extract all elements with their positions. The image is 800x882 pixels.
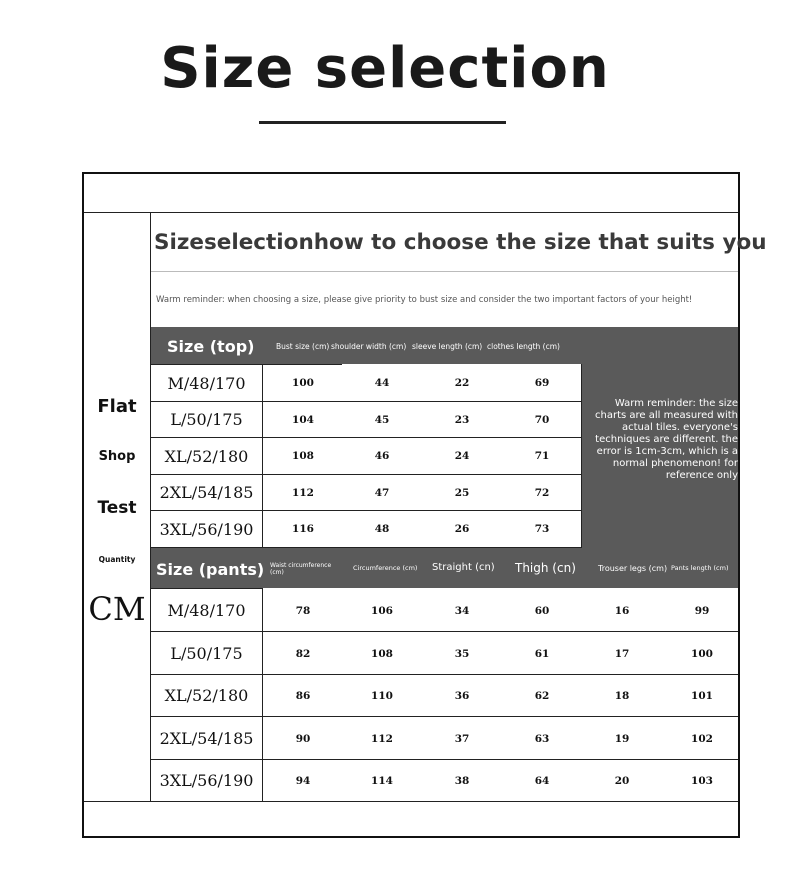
- title-underline: [259, 121, 506, 124]
- table-row-size: L/50/175: [170, 410, 243, 429]
- table-cell: 62: [534, 690, 550, 702]
- pants-column-header: Thigh (cn): [515, 561, 576, 575]
- pants-column-header: Straight (cn): [432, 562, 495, 573]
- table-cell: 45: [374, 414, 390, 426]
- table-cell: 70: [534, 414, 550, 426]
- table-row-size: M/48/170: [167, 601, 246, 620]
- reminder-text: Warm reminder: when choosing a size, please give priority to bust size and consider the two important factors of your height!: [156, 295, 693, 305]
- table-cell: 46: [374, 450, 390, 462]
- table-cell: 82: [295, 648, 311, 660]
- table-cell: 16: [614, 605, 630, 617]
- chart-heading: Sizeselectionhow to choose the size that suits you: [154, 230, 767, 255]
- side-label-cm: CM: [88, 590, 146, 628]
- table-row-size: 2XL/54/185: [159, 483, 254, 502]
- top-size-table: [151, 364, 582, 548]
- table-cell: 103: [691, 775, 713, 787]
- table-cell: 73: [534, 523, 550, 535]
- frame-bottom-divider: [84, 801, 738, 802]
- table-cell: 112: [371, 733, 393, 745]
- table-cell: 17: [614, 648, 630, 660]
- measurement-note: Warm reminder: the size charts are all measured with actual tiles. everyone's techniques are different. the error is 1cm-3cm, which is a normal phenomenon! for reference only: [595, 398, 738, 481]
- table-cell: 69: [534, 377, 550, 389]
- table-cell: 26: [454, 523, 470, 535]
- table-cell: 23: [454, 414, 470, 426]
- pants-column-header: Pants length (cm): [671, 564, 729, 572]
- table-row-size: L/50/175: [170, 644, 243, 663]
- table-cell: 48: [374, 523, 390, 535]
- table-cell: 108: [292, 450, 314, 462]
- table-cell: 37: [454, 733, 470, 745]
- table-cell: 60: [534, 605, 550, 617]
- table-row-size: 2XL/54/185: [159, 729, 254, 748]
- table-cell: 106: [371, 605, 393, 617]
- table-row-size: 3XL/56/190: [159, 520, 254, 539]
- pants-column-header: Trouser legs (cm): [598, 564, 668, 573]
- table-cell: 116: [292, 523, 314, 535]
- side-label-flat: Flat: [97, 396, 137, 417]
- table-cell: 47: [374, 487, 390, 499]
- table-cell: 63: [534, 733, 550, 745]
- top-column-header: clothes length (cm): [487, 342, 560, 351]
- top-column-header: shoulder width (cm): [331, 342, 407, 351]
- side-label-shop: Shop: [98, 449, 136, 464]
- table-cell: 102: [691, 733, 713, 745]
- table-cell: 99: [694, 605, 710, 617]
- table-cell: 44: [374, 377, 390, 389]
- top-table-title: Size (top): [167, 337, 255, 356]
- table-row-size: XL/52/180: [164, 447, 249, 466]
- table-cell: 64: [534, 775, 550, 787]
- table-cell: 25: [454, 487, 470, 499]
- table-cell: 90: [295, 733, 311, 745]
- table-cell: 110: [371, 690, 393, 702]
- table-cell: 94: [295, 775, 311, 787]
- table-cell: 114: [371, 775, 393, 787]
- table-cell: 78: [295, 605, 311, 617]
- table-cell: 72: [534, 487, 550, 499]
- table-cell: 18: [614, 690, 630, 702]
- heading-rule: [151, 271, 738, 272]
- table-cell: 104: [292, 414, 314, 426]
- table-cell: 101: [691, 690, 713, 702]
- side-label-quantity: Quantity: [98, 555, 136, 564]
- table-row-size: 3XL/56/190: [159, 771, 254, 790]
- table-cell: 36: [454, 690, 470, 702]
- pants-table-title: Size (pants): [156, 560, 265, 579]
- table-row-size: M/48/170: [167, 374, 246, 393]
- table-row-size: XL/52/180: [164, 686, 249, 705]
- table-cell: 108: [371, 648, 393, 660]
- table-cell: 22: [454, 377, 470, 389]
- table-cell: 100: [691, 648, 713, 660]
- pants-column-header: Waist circumference (cm): [270, 562, 332, 576]
- table-cell: 34: [454, 605, 470, 617]
- table-cell: 38: [454, 775, 470, 787]
- table-cell: 71: [534, 450, 550, 462]
- table-cell: 112: [292, 487, 314, 499]
- table-cell: 19: [614, 733, 630, 745]
- page-title: Size selection: [160, 36, 610, 101]
- frame-top-divider: [84, 212, 738, 213]
- table-cell: 24: [454, 450, 470, 462]
- top-column-header: sleeve length (cm): [412, 342, 483, 351]
- table-cell: 100: [292, 377, 314, 389]
- pants-size-table: [151, 588, 738, 801]
- side-label-test: Test: [97, 498, 137, 518]
- table-cell: 61: [534, 648, 550, 660]
- top-column-header: Bust size (cm): [276, 342, 330, 351]
- pants-column-header: Circumference (cm): [353, 564, 418, 572]
- table-cell: 86: [295, 690, 311, 702]
- table-cell: 35: [454, 648, 470, 660]
- table-cell: 20: [614, 775, 630, 787]
